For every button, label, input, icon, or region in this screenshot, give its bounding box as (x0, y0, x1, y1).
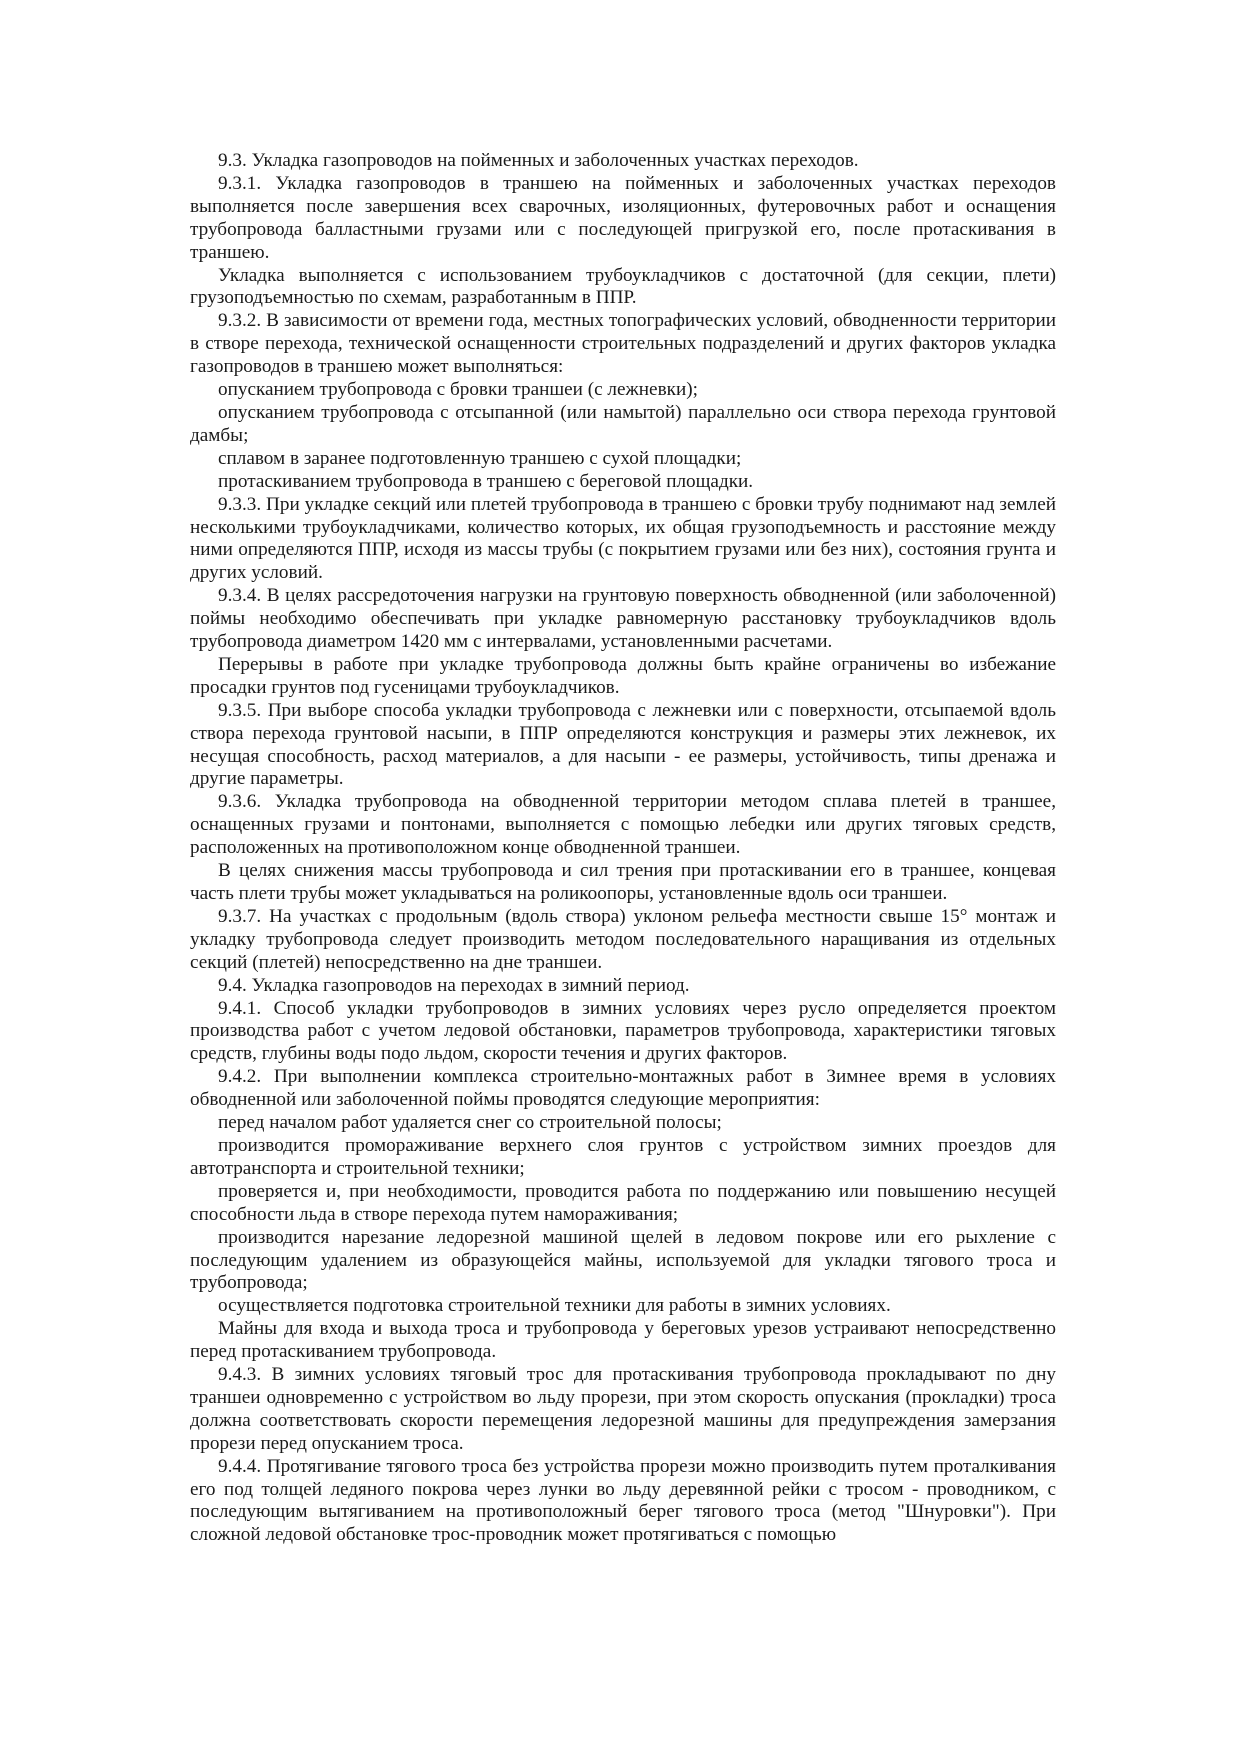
list-item-3: сплавом в заранее подготовленную траншею с сухой площадки; (218, 447, 742, 469)
paragraph-9-3-5: 9.3.5. При выборе способа укладки трубопровода с лежневки или с поверхности, отсыпаемой вдоль створа перехода грунтовой насыпи, в ППР определяются конструкция и размеры этих лежневок, их несущая способность, расход материалов, а для насыпи - ее размеры, устойчивость, типы дренажа и другие параметры. (190, 699, 1056, 790)
list-item-1: опусканием трубопровода с бровки траншеи (с лежневки); (218, 379, 698, 401)
list-item-2: опусканием трубопровода с отсыпанной (или намытой) параллельно оси створа перехода грунтовой дамбы; (190, 401, 1056, 446)
paragraph-9-4-3: 9.4.3. В зимних условиях тяговый трос для протаскивания трубопровода прокладывают по дну траншеи одновременно с устройством во льду прорези, при этом скорость опускания (прокладки) троса должна соответствовать скорости перемещения ледорезной машины для предупреждения замерзания прорези перед опусканием троса. (190, 1364, 1056, 1454)
paragraph-9-3-2: 9.3.2. В зависимости от времени года, местных топографических условий, обводненности территории в створе перехода, технической оснащенности строительных подразделений и других факторов укладка газопроводов в траншею может выполняться: (190, 310, 1056, 378)
paragraph-9-3-1-cont: Укладка выполняется с использованием трубоукладчиков с достаточной (для секции, плети) грузоподъемностью по схемам, разработанным в ППР. (190, 264, 1056, 309)
paragraph-9-3-3: 9.3.3. При укладке секций или плетей трубопровода в траншею с бровки трубу поднимают над землей несколькими трубоукладчиками, количество которых, их общая грузоподъемность и расстояние между ними определяются ППР, исходя из массы трубы (с покрытием грузами или без них), состояния грунта и других условий. (190, 493, 1056, 584)
list-item-5: перед началом работ удаляется снег со строительной полосы; (218, 1112, 722, 1134)
list-item-4: протаскиванием трубопровода в траншею с береговой площадки. (218, 470, 754, 492)
list-item-9: осуществляется подготовка строительной техники для работы в зимних условиях. (218, 1295, 891, 1317)
list-item-7: проверяется и, при необходимости, проводится работа по поддержанию или повышению несущей способности льда в створе перехода путем намораживания; (190, 1180, 1056, 1225)
paragraph-9-4-1: 9.4.1. Способ укладки трубопроводов в зимних условиях через русло определяется проектом производства работ с учетом ледовой обстановки, параметров трубопровода, характеристики тяговых средств, глубины воды подо льдом, скорости течения и других факторов. (190, 997, 1056, 1065)
paragraph-9-4-2: 9.4.2. При выполнении комплекса строительно-монтажных работ в Зимнее время в условиях обводненной или заболоченной поймы проводятся следующие мероприятия: (190, 1066, 1056, 1111)
paragraph-9-4-2-cont: Майны для входа и выхода троса и трубопровода у береговых урезов устраивают непосредственно перед протаскиванием трубопровода. (190, 1318, 1056, 1363)
list-item-8: производится нарезание ледорезной машиной щелей в ледовом покрове или его рыхление с последующим удалением из образующейся майны, используемой для укладки тягового троса и трубопровода; (190, 1226, 1056, 1294)
paragraph-9-3-1: 9.3.1. Укладка газопроводов в траншею на пойменных и заболоченных участках переходов выполняется после завершения всех сварочных, изоляционных, футеровочных работ и оснащения трубопровода балластными грузами или с последующей пригрузкой его, после протаскивания в траншею. (190, 172, 1056, 263)
paragraph-9-3-4-cont: Перерывы в работе при укладке трубопровода должны быть крайне ограничены во избежание просадки грунтов под гусеницами трубоукладчиков. (190, 653, 1056, 698)
paragraph-9-3: 9.3. Укладка газопроводов на пойменных и заболоченных участках переходов. (218, 150, 859, 171)
paragraph-9-4: 9.4. Укладка газопроводов на переходах в зимний период. (218, 974, 690, 996)
paragraph-9-4-4: 9.4.4. Протягивание тягового троса без устройства прорези можно производить путем проталкивания его под толщей ледяного покрова через лунки во льду деревянной рейки с тросом - проводником, с последующим вытягиванием на противоположный берег тягового троса (метод "Шнуровки"). При сложной ледовой обстановке трос-проводник может протягиваться с помощью (190, 1455, 1056, 1546)
paragraph-9-3-6: 9.3.6. Укладка трубопровода на обводненной территории методом сплава плетей в траншее, оснащенных грузами и понтонами, выполняется с помощью лебедки или других тяговых средств, расположенных на противоположном конце обводненной траншеи. (190, 791, 1056, 859)
paragraph-9-3-6-cont: В целях снижения массы трубопровода и сил трения при протаскивании его в траншее, концевая часть плети трубы может укладываться на роликоопоры, установленные вдоль оси траншеи. (190, 860, 1056, 904)
paragraph-9-3-7: 9.3.7. На участках с продольным (вдоль створа) уклоном рельефа местности свыше 15° монтаж и укладку трубопровода следует производить методом последовательного наращивания из отдельных секций (плетей) непосредственно на дне траншеи. (190, 905, 1056, 973)
document-page (190, 150, 1056, 1547)
paragraph-9-3-4: 9.3.4. В целях рассредоточения нагрузки на грунтовую поверхность обводненной (или заболоченной) поймы необходимо обеспечивать при укладке равномерную расстановку трубоукладчиков вдоль трубопровода диаметром 1420 мм с интервалами, установленными расчетами. (190, 585, 1056, 653)
list-item-6: производится промораживание верхнего слоя грунтов с устройством зимних проездов для автотранспорта и строительной техники; (190, 1134, 1056, 1179)
